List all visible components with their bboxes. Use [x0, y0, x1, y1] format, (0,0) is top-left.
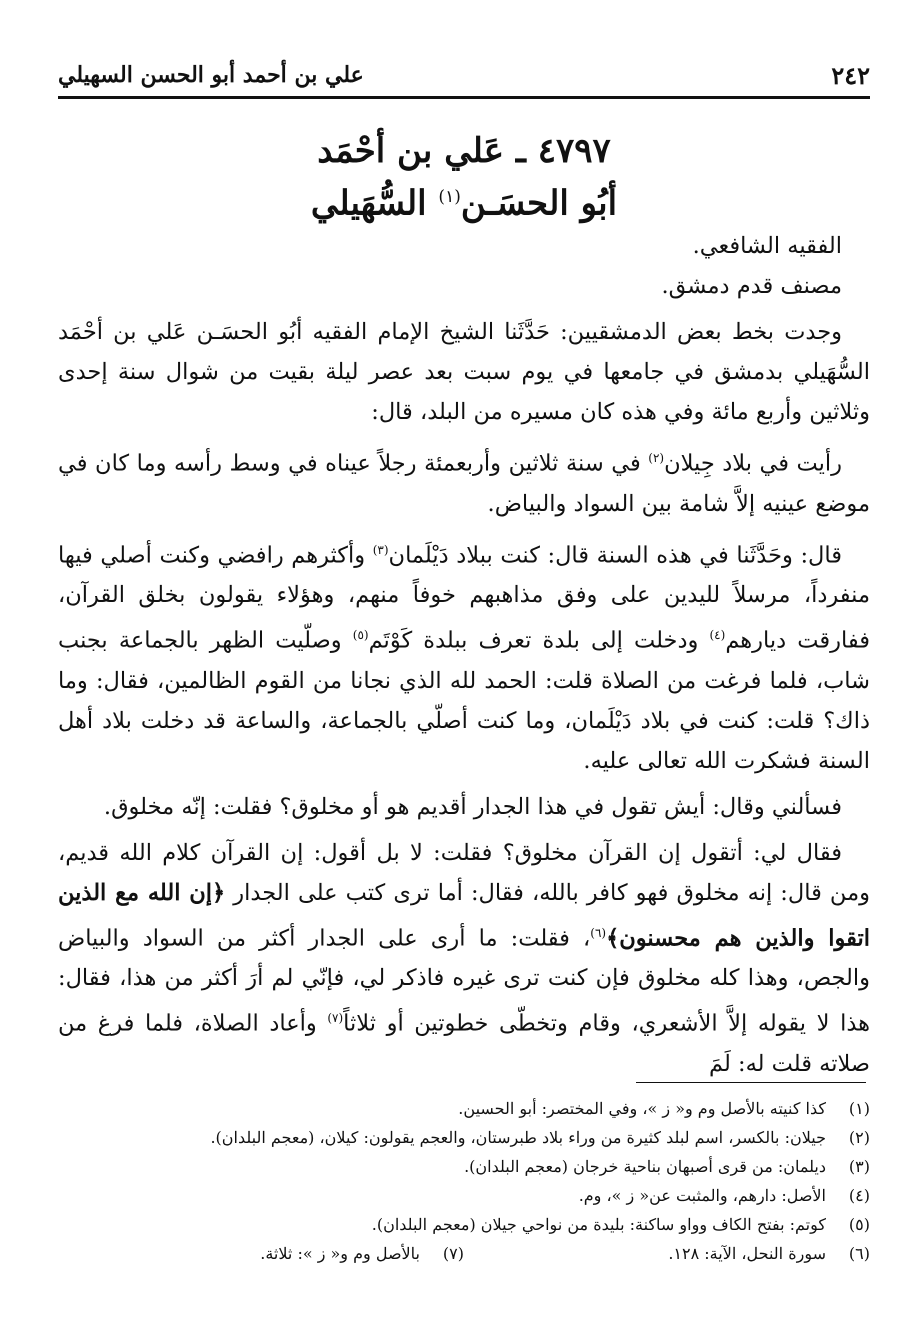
paragraph-5	[58, 530, 870, 781]
entry-title	[58, 128, 870, 226]
footnote-text: كذا كنيته بالأصل وم و« ز »، وفي المختصر: أبو الحسين.	[458, 1099, 826, 1118]
footnote-text: جيلان: بالكسر، اسم لبلد كثيرة من وراء بلاد طبرستان، والعجم يقولون: كيلان، (معجم البلدان).	[210, 1128, 826, 1147]
footnote-number: (٢)	[848, 1128, 870, 1147]
paragraph-3: وجدت بخط بعض الدمشقيين: حَدَّثَنا الشيخ الإمام الفقيه أبُو الحسَـن عَلي بن أحْمَد السُّهَيلي بدمشق في جامعها في يوم سبت بعد عصر ليلة بقيت من شوال سنة إحدى وثلاثين وأربع مائة وفي هذه كان مسيره من البلد، قال:	[58, 319, 870, 425]
footnote-divider	[636, 1082, 866, 1083]
footnote-ref-7: (٧)	[327, 1011, 344, 1025]
footnotes	[58, 1094, 870, 1268]
running-title: علي بن أحمد أبو الحسن السهيلي	[58, 62, 364, 88]
page-number: ٢٤٢	[831, 60, 870, 90]
main-text	[58, 226, 870, 1090]
footnote-text: بالأصل وم و« ز »: ثلاثة.	[260, 1244, 420, 1263]
paragraph-4-text-b: في سنة ثلاثين وأربعمئة رجلاً عيناه في وسط رأسه وما كان في موضع عينيه إلاَّ شامة بين السواد والبياض.	[58, 450, 870, 517]
footnote-ref-5: (٥)	[352, 628, 369, 642]
paragraph-2: مصنف قدم دمشق.	[661, 273, 842, 299]
paragraph-1: الفقيه الشافعي.	[692, 233, 842, 259]
footnote-text: كوتم: بفتح الكاف وواو ساكنة: بليدة من نواحي جيلان (معجم البلدان).	[371, 1215, 826, 1234]
footnote-number: (٥)	[848, 1215, 870, 1234]
footnote-1	[58, 1094, 870, 1123]
footnote-ref-4: (٤)	[709, 628, 726, 642]
footnote-number: (١)	[848, 1099, 870, 1118]
footnote-row-6-7	[58, 1239, 870, 1268]
entry-title-line1: ٤٧٩٧ ـ عَلي بن أحْمَد	[317, 131, 611, 171]
paragraph-7-text-c: وأعاد الصلاة، فلما فرغ من صلاته قلت له: لَمَ	[58, 1010, 870, 1077]
entry-title-line2	[58, 174, 870, 226]
footnote-4	[58, 1181, 870, 1210]
footnote-text: ديلمان: من قرى أصبهان بناحية خرجان (معجم البلدان).	[464, 1157, 826, 1176]
footnote-2	[58, 1123, 870, 1152]
footnote-ref-2: (٢)	[648, 451, 665, 465]
quran-verse: ﴿إن الله مع الذين اتقوا والذين هم محسنون﴾	[58, 879, 870, 951]
paragraph-5-text-b: وأكثرهم رافضي وكنت أصلي فيها منفرداً، مرسلاً لليدين على وفق مذاهبهم خوفاً منهم، وهؤلاء يقولون بخلق القرآن، ففارقت ديارهم	[58, 542, 871, 654]
paragraph-4	[58, 438, 870, 524]
page-header	[58, 58, 870, 92]
footnote-5	[58, 1210, 870, 1239]
header-divider	[58, 96, 870, 99]
footnote-3	[58, 1152, 870, 1181]
footnote-6	[464, 1239, 870, 1268]
footnote-ref-6: (٦)	[590, 925, 607, 940]
footnote-text: الأصل: دارهم، والمثبت عن« ز »، وم.	[578, 1186, 826, 1205]
footnote-number: (٧)	[442, 1244, 464, 1263]
footnote-7	[58, 1239, 464, 1268]
paragraph-5-text-d: وصلّيت الظهر بالجماعة بجنب شاب، فلما فرغت من الصلاة قلت: الحمد لله الذي نجانا من القوم الظالمين، فقال: وما ذاك؟ قلت: كنت في بلاد دَيْلَمان، وما كنت أصلّي بالجماعة، والساعة قد دخلت بلاد أهل السنة فشكرت الله تعالى عليه.	[58, 627, 870, 774]
paragraph-7-text-a: فقال لي: أتقول إن القرآن مخلوق؟ فقلت: لا بل أقول: إن القرآن كلام الله قديم، ومن قال: إنه مخلوق فهو كافر بالله، فقال: أما ترى كتب على الجدار	[58, 839, 870, 906]
paragraph-7	[58, 833, 870, 1084]
entry-kunya: أبُو الحسَـن	[460, 183, 618, 224]
footnote-number: (٤)	[848, 1186, 870, 1205]
paragraph-5-text-c: ودخلت إلى بلدة تعرف ببلدة كَوْتَم	[368, 627, 710, 654]
paragraph-5-text-a: قال: وحَدَّثَنا في هذه السنة قال: كنت ببلاد دَيْلَمان	[388, 542, 842, 568]
footnote-ref-1: (١)	[438, 187, 461, 207]
paragraph-4-text-a: رأيت في بلاد جِيلان	[664, 450, 843, 477]
footnote-number: (٦)	[848, 1244, 870, 1263]
paragraph-6: فسألني وقال: أيش تقول في هذا الجدار أقديم هو أو مخلوق؟ فقلت: إنّه مخلوق.	[103, 793, 842, 820]
entry-nisba: السُّهَيلي	[310, 183, 427, 224]
footnote-number: (٣)	[848, 1157, 870, 1176]
footnote-ref-3: (٣)	[372, 542, 389, 557]
paragraph-7-text-b: ، فقلت: ما أرى على الجدار أكثر من السواد والبياض والجص، وهذا كله مخلوق فإن كنت ترى غيره فاذكر لي، فإنّي لم أرَ أكثر من هذا، فقال: هذا لا يقوله إلاَّ الأشعري، وقام وتخطّى خطوتين أو ثلاثاً	[58, 925, 870, 1037]
footnote-text: سورة النحل، الآية: ١٢٨.	[668, 1244, 826, 1263]
